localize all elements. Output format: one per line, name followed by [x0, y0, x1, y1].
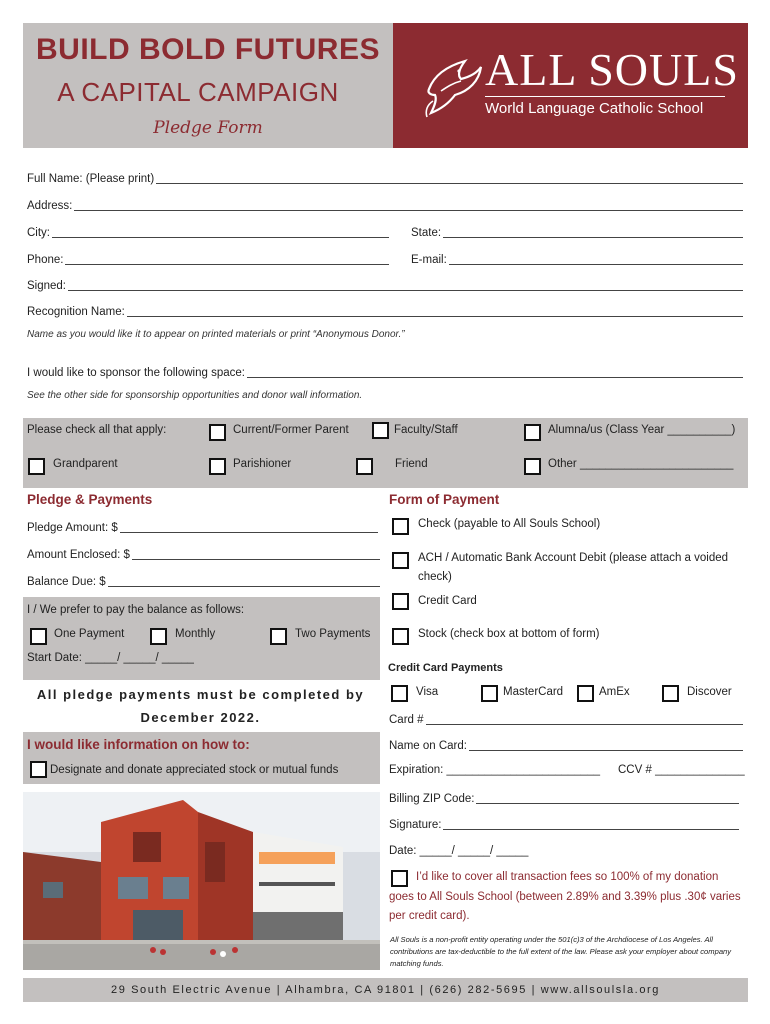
ach-payment-label: ACH / Automatic Bank Account Debit (please attach a voided — [418, 552, 729, 564]
two-payments-checkbox[interactable] — [270, 628, 287, 645]
amount-enclosed-field[interactable] — [27, 546, 380, 562]
card-signature-field[interactable] — [389, 816, 739, 832]
alumnus-label: Alumna/us (Class Year __________) — [548, 424, 736, 436]
one-payment-checkbox[interactable] — [30, 628, 47, 645]
city-field[interactable] — [27, 224, 389, 240]
campaign-title: BUILD BOLD FUTURES — [36, 33, 380, 66]
mastercard-label: MasterCard — [503, 686, 564, 698]
name-on-card-field[interactable] — [389, 737, 743, 753]
stock-info-label: Designate and donate appreciated stock or mutual funds — [50, 764, 339, 776]
stock-info-checkbox[interactable] — [30, 761, 47, 778]
visa-label: Visa — [416, 686, 439, 698]
credit-card-payment-label: Credit Card — [418, 595, 477, 607]
cover-fees-line-2: goes to All Souls School (between 2.89% and 3.39% plus .30¢ varies — [389, 891, 741, 903]
full-name-label: Full Name: (Please print) — [27, 173, 155, 185]
payment-schedule-prompt: I / We prefer to pay the balance as follows: — [27, 604, 245, 616]
two-payments-label: Two Payments — [295, 628, 371, 640]
form-of-payment-title: Form of Payment — [389, 492, 500, 507]
stock-payment-label: Stock (check box at bottom of form) — [418, 628, 600, 640]
city-label: City: — [27, 227, 50, 239]
mastercard-checkbox[interactable] — [481, 685, 498, 702]
form-name: Pledge Form — [153, 118, 263, 138]
deadline-line-2: December 2022. — [140, 710, 261, 725]
card-number-label: Card # — [389, 714, 424, 726]
deadline-line-1: All pledge payments must be completed by — [36, 687, 365, 702]
sponsor-note: See the other side for sponsorship opportunities and donor wall information. — [27, 390, 363, 401]
school-logo-tagline: World Language Catholic School — [485, 100, 704, 117]
ach-payment-label-cont: check) — [418, 571, 452, 583]
phone-field[interactable] — [27, 251, 389, 267]
recognition-name-field[interactable] — [27, 303, 743, 319]
address-field[interactable] — [27, 197, 743, 213]
phone-label: Phone: — [27, 254, 64, 266]
school-logo-panel — [393, 23, 748, 148]
credit-card-section-title: Credit Card Payments — [388, 662, 503, 674]
full-name-field[interactable] — [27, 170, 743, 186]
campaign-header — [23, 23, 748, 148]
school-contact-footer: 29 South Electric Avenue | Alhambra, CA 91801 | (626) 282-5695 | www.allsoulsla.org — [23, 978, 748, 1002]
card-signature-label: Signature: — [389, 819, 442, 831]
ach-payment-checkbox[interactable] — [392, 552, 409, 569]
pledge-amount-label: Pledge Amount: $ — [27, 522, 118, 534]
visa-checkbox[interactable] — [391, 685, 408, 702]
logo-divider — [485, 96, 725, 97]
email-field[interactable] — [411, 251, 743, 267]
recognition-note: Name as you would like it to appear on printed materials or print “Anonymous Donor.” — [27, 329, 405, 340]
expiration-field[interactable]: Expiration: ________________________ — [389, 764, 601, 776]
amex-checkbox[interactable] — [577, 685, 594, 702]
signed-label: Signed: — [27, 280, 67, 292]
other-label: Other ________________________ — [548, 458, 734, 470]
discover-checkbox[interactable] — [662, 685, 679, 702]
parishioner-label: Parishioner — [233, 458, 292, 470]
email-label: E-mail: — [411, 254, 447, 266]
cover-fees-line-3: per credit card). — [389, 910, 470, 922]
check-payment-label: Check (payable to All Souls School) — [418, 518, 601, 530]
start-date-field[interactable]: Start Date: _____/ _____/ _____ — [27, 652, 194, 664]
affiliation-prompt: Please check all that apply: — [27, 424, 167, 436]
credit-card-payment-checkbox[interactable] — [392, 593, 409, 610]
state-field[interactable] — [411, 224, 743, 240]
parishioner-checkbox[interactable] — [209, 458, 226, 475]
pledge-section-title: Pledge & Payments — [27, 492, 153, 507]
monthly-checkbox[interactable] — [150, 628, 167, 645]
amount-enclosed-label: Amount Enclosed: $ — [27, 549, 130, 561]
signed-field[interactable] — [27, 277, 743, 293]
balance-due-label: Balance Due: $ — [27, 576, 106, 588]
discover-label: Discover — [687, 686, 732, 698]
pledge-amount-field[interactable] — [27, 519, 378, 535]
stock-payment-checkbox[interactable] — [392, 628, 409, 645]
current-parent-checkbox[interactable] — [209, 424, 226, 441]
cover-fees-checkbox[interactable] — [391, 870, 408, 887]
dove-icon — [421, 51, 483, 121]
friend-label: Friend — [395, 458, 428, 470]
state-label: State: — [411, 227, 442, 239]
balance-due-field[interactable] — [27, 573, 380, 589]
school-building-image — [23, 792, 380, 970]
monthly-label: Monthly — [175, 628, 216, 640]
alumnus-checkbox[interactable] — [524, 424, 541, 441]
tax-deduction-note: All Souls is a non-profit entity operating under the 501(c)3 of the Archdiocese of Los Angeles. All contributions are tax-deductible to the full extent of the law. Please ask your employer about company matching funds. — [390, 935, 732, 968]
ccv-field[interactable]: CCV # ______________ — [618, 764, 745, 776]
grandparent-label: Grandparent — [53, 458, 118, 470]
current-parent-label: Current/Former Parent — [233, 424, 349, 436]
campaign-subtitle: A CAPITAL CAMPAIGN — [57, 77, 339, 107]
card-date-field[interactable]: Date: _____/ _____/ _____ — [389, 845, 529, 857]
billing-zip-label: Billing ZIP Code: — [389, 793, 475, 805]
sponsor-space-field[interactable] — [27, 364, 743, 380]
faculty-staff-label: Faculty/Staff — [394, 424, 458, 436]
billing-zip-field[interactable] — [389, 790, 739, 806]
recognition-name-label: Recognition Name: — [27, 306, 125, 318]
faculty-staff-checkbox[interactable] — [372, 422, 389, 439]
one-payment-label: One Payment — [54, 628, 125, 640]
other-checkbox[interactable] — [524, 458, 541, 475]
card-number-field[interactable] — [389, 711, 743, 727]
sponsor-space-label: I would like to sponsor the following space: — [27, 367, 245, 379]
grandparent-checkbox[interactable] — [28, 458, 45, 475]
name-on-card-label: Name on Card: — [389, 740, 467, 752]
address-label: Address: — [27, 200, 73, 212]
friend-checkbox[interactable] — [356, 458, 373, 475]
school-logo-name: ALL SOULS — [485, 44, 739, 95]
campaign-title-panel — [23, 23, 393, 148]
cover-fees-line-1: I’d like to cover all transaction fees so 100% of my donation — [416, 871, 719, 883]
check-payment-checkbox[interactable] — [392, 518, 409, 535]
info-section-title: I would like information on how to: — [27, 737, 250, 752]
amex-label: AmEx — [599, 686, 630, 698]
